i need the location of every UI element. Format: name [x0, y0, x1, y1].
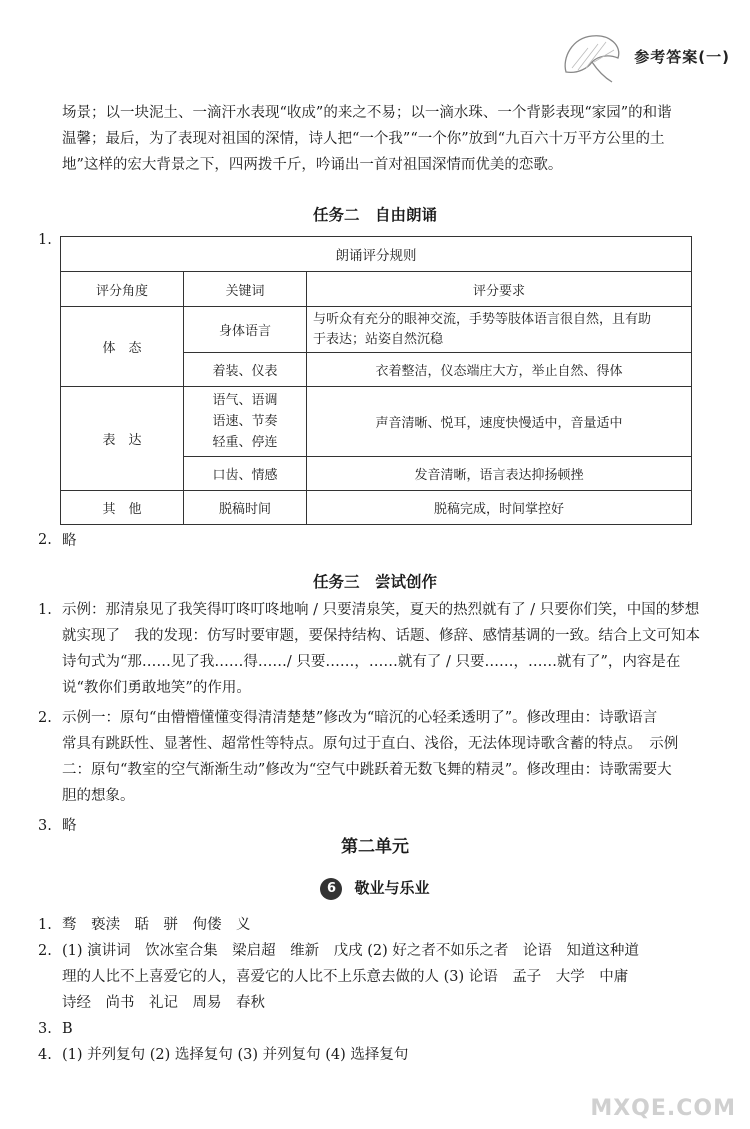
table-header-requirement: 评分要求 — [307, 272, 692, 307]
task2-item2-number: 2. — [38, 532, 52, 548]
table-caption: 朗诵评分规则 — [61, 237, 692, 272]
unit2-item2-text: (1) 演讲词 饮冰室合集 梁启超 维新 戊戌 (2) 好之者不如乐之者 论语 知道这种道 理的人比不上喜爱它的人，喜爱它的人比不上乐意去做的人 (3) 论语 孟子 大学 中庸 诗经 尚书 礼记 周易 春秋 — [62, 943, 639, 1011]
requirement-cell: 声音清晰、悦耳，速度快慢适中，音量适中 — [307, 387, 692, 457]
unit2-item3-number: 3. — [38, 1021, 52, 1037]
intro-line: 场景；以一块泥土、一滴汗水表现“收成”的来之不易；以一滴水珠、一个背影表现“家园”的和谐 — [62, 105, 672, 121]
requirement-cell: 衣着整洁，仪态端庄大方，举止自然、得体 — [307, 353, 692, 387]
unit2-item2-number: 2. — [38, 943, 52, 959]
keyword-cell: 语气、语调 语速、节奏 轻重、停连 — [184, 387, 307, 457]
ginkgo-leaf-icon — [558, 28, 628, 84]
unit2-item1-text: 骛 亵渎 聒 骈 佝偻 义 — [62, 917, 251, 933]
lesson-title: 敬业与乐业 — [354, 879, 430, 897]
task3-item2-number: 2. — [38, 710, 52, 726]
task2-item2-text: 略 — [62, 533, 77, 549]
requirement-cell: 与听众有充分的眼神交流，手势等肢体语言很自然，且有助 于表达；站姿自然沉稳 — [307, 307, 692, 353]
unit2-item1-number: 1. — [38, 917, 52, 933]
task2-title: 任务二 自由朗诵 — [312, 206, 437, 224]
header-title: 参考答案(一) — [634, 47, 730, 66]
unit2-title: 第二单元 — [341, 837, 409, 857]
lesson-heading — [0, 877, 750, 900]
angle-cell: 其 他 — [61, 491, 184, 525]
lesson-number-badge: 6 — [320, 878, 342, 900]
keyword-cell: 着装、仪表 — [184, 353, 307, 387]
task3-item3-number: 3. — [38, 818, 52, 834]
keyword-cell: 身体语言 — [184, 307, 307, 353]
unit2-item3-text: B — [62, 1021, 73, 1037]
unit2-item4-number: 4. — [38, 1047, 52, 1063]
watermark-text: MXQE.COM — [590, 1096, 736, 1121]
intro-line: 地”这样的宏大背景之下，四两拨千斤，吟诵出一首对祖国深情而优美的恋歌。 — [62, 157, 563, 173]
intro-line: 温馨；最后，为了表现对祖国的深情，诗人把“一个我”“一个你”放到“九百六十万平方公里的土 — [62, 131, 665, 147]
intro-paragraph — [62, 100, 694, 178]
task3-item3-text: 略 — [62, 818, 77, 834]
task3-item1-number: 1. — [38, 602, 52, 618]
requirement-cell: 发音清晰，语言表达抑扬顿挫 — [307, 457, 692, 491]
task3-item2-text: 示例一：原句“由懵懵懂懂变得清清楚楚”修改为“暗沉的心轻柔透明了”。修改理由：诗歌语言 常具有跳跃性、显著性、超常性等特点。原句过于直白、浅俗，无法体现诗歌含蓄的特点。 示例 二：原句“教室的空气渐渐生动”修改为“空气中跳跃着无数飞舞的精灵”。修改理由：诗歌需要大 胆的想象。 — [62, 710, 679, 804]
task2-item1-number: 1. — [38, 232, 52, 248]
table-header-angle: 评分角度 — [61, 272, 184, 307]
keyword-cell: 口齿、情感 — [184, 457, 307, 491]
angle-cell: 体 态 — [61, 307, 184, 387]
table-header-keyword: 关键词 — [184, 272, 307, 307]
angle-cell: 表 达 — [61, 387, 184, 491]
requirement-cell: 脱稿完成，时间掌控好 — [307, 491, 692, 525]
task3-title: 任务三 尝试创作 — [312, 573, 437, 591]
page-header — [558, 28, 730, 84]
recitation-rubric-table — [60, 236, 692, 525]
task3-item1-text: 示例：那清泉见了我笑得叮咚叮咚地响 / 只要清泉笑，夏天的热烈就有了 / 只要你们笑，中国的梦想 就实现了 我的发现：仿写时要审题，要保持结构、话题、修辞、感情基调的一致。结合上文可知本 诗句式为“那……见了我……得……/ 只要……，……就有了 / 只要……，……就有了”，内容是在 说“教你们勇敢地笑”的作用。 — [62, 602, 700, 696]
keyword-cell: 脱稿时间 — [184, 491, 307, 525]
unit2-item4-text: (1) 并列复句 (2) 选择复句 (3) 并列复句 (4) 选择复句 — [62, 1047, 409, 1063]
